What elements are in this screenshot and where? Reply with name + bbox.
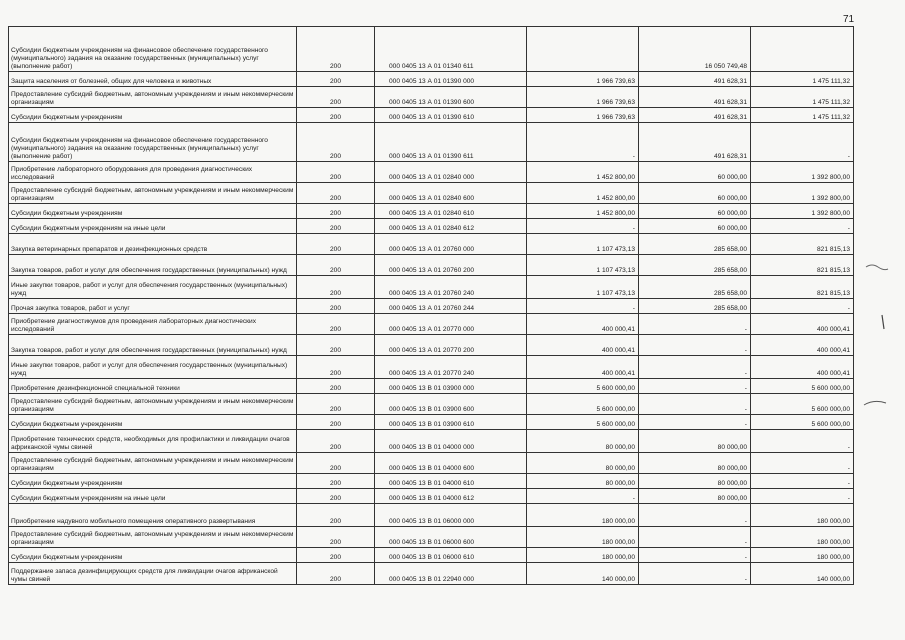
row-executed: - xyxy=(639,394,751,415)
row-remaining: - xyxy=(751,123,854,162)
row-admin-code: 200 xyxy=(297,219,375,234)
row-classification-code: 000 0405 13 В 01 03900 000 xyxy=(375,379,527,394)
row-remaining: 5 600 000,00 xyxy=(751,379,854,394)
row-executed: 491 628,31 xyxy=(639,72,751,87)
row-name: Субсидии бюджетным учреждениям xyxy=(9,108,297,123)
row-name: Иные закупки товаров, работ и услуг для обеспечения государственных (муниципальных) нужд xyxy=(9,276,297,299)
row-admin-code: 200 xyxy=(297,27,375,72)
row-remaining: 5 600 000,00 xyxy=(751,394,854,415)
table-row xyxy=(9,123,854,162)
row-admin-code: 200 xyxy=(297,108,375,123)
table-row xyxy=(9,219,854,234)
row-admin-code: 200 xyxy=(297,183,375,204)
row-remaining: 1 475 111,32 xyxy=(751,87,854,108)
row-remaining: - xyxy=(751,489,854,504)
row-name: Приобретение технических средств, необходимых для профилактики и ликвидации очагов африканской чумы свиней xyxy=(9,430,297,453)
row-name: Закупка товаров, работ и услуг для обеспечения государственных (муниципальных) нужд xyxy=(9,255,297,276)
row-remaining: 400 000,41 xyxy=(751,314,854,335)
row-admin-code: 200 xyxy=(297,474,375,489)
row-executed: - xyxy=(639,527,751,548)
row-approved: 80 000,00 xyxy=(527,474,639,489)
row-remaining: 1 475 111,32 xyxy=(751,108,854,123)
row-admin-code: 200 xyxy=(297,430,375,453)
table-row xyxy=(9,314,854,335)
row-executed: 491 628,31 xyxy=(639,123,751,162)
table-row xyxy=(9,276,854,299)
row-classification-code: 000 0405 13 В 01 04000 610 xyxy=(375,474,527,489)
row-name: Поддержание запаса дезинфицирующих средств для ликвидации очагов африканской чумы свиней xyxy=(9,563,297,585)
table-row xyxy=(9,255,854,276)
row-remaining: 140 000,00 xyxy=(751,563,854,585)
row-executed: 60 000,00 xyxy=(639,204,751,219)
row-name: Закупка товаров, работ и услуг для обеспечения государственных (муниципальных) нужд xyxy=(9,335,297,356)
row-executed: 285 658,00 xyxy=(639,276,751,299)
row-admin-code: 200 xyxy=(297,234,375,255)
row-classification-code: 000 0405 13 А 01 02840 610 xyxy=(375,204,527,219)
table-row xyxy=(9,474,854,489)
row-admin-code: 200 xyxy=(297,356,375,379)
row-name: Субсидии бюджетным учреждениям на иные цели xyxy=(9,219,297,234)
row-admin-code: 200 xyxy=(297,204,375,219)
row-executed: - xyxy=(639,314,751,335)
row-admin-code: 200 xyxy=(297,504,375,527)
row-approved: 1 107 473,13 xyxy=(527,234,639,255)
row-approved: 80 000,00 xyxy=(527,453,639,474)
row-name: Приобретение дезинфекционной специальной техники xyxy=(9,379,297,394)
row-approved: 1 452 800,00 xyxy=(527,204,639,219)
row-remaining: 821 815,13 xyxy=(751,255,854,276)
row-approved: 180 000,00 xyxy=(527,548,639,563)
table-row xyxy=(9,183,854,204)
row-classification-code: 000 0405 13 А 01 20760 200 xyxy=(375,255,527,276)
row-approved: - xyxy=(527,123,639,162)
row-name: Предоставление субсидий бюджетным, автономным учреждениям и иным некоммерческим организациям xyxy=(9,394,297,415)
row-admin-code: 200 xyxy=(297,563,375,585)
row-classification-code: 000 0405 13 А 01 01390 610 xyxy=(375,108,527,123)
row-admin-code: 200 xyxy=(297,123,375,162)
row-approved: 80 000,00 xyxy=(527,430,639,453)
row-executed: 491 628,31 xyxy=(639,108,751,123)
row-executed: 60 000,00 xyxy=(639,162,751,183)
margin-scan-marks xyxy=(862,255,902,415)
row-admin-code: 200 xyxy=(297,255,375,276)
row-executed: 80 000,00 xyxy=(639,489,751,504)
row-remaining: - xyxy=(751,474,854,489)
row-name: Предоставление субсидий бюджетным, автономным учреждениям и иным некоммерческим организациям xyxy=(9,87,297,108)
row-admin-code: 200 xyxy=(297,394,375,415)
row-approved: 140 000,00 xyxy=(527,563,639,585)
row-remaining: - xyxy=(751,453,854,474)
row-admin-code: 200 xyxy=(297,162,375,183)
row-remaining: 400 000,41 xyxy=(751,335,854,356)
row-name: Предоставление субсидий бюджетным, автономным учреждениям и иным некоммерческим организациям xyxy=(9,453,297,474)
row-executed: - xyxy=(639,415,751,430)
row-name: Защита населения от болезней, общих для человека и животных xyxy=(9,72,297,87)
row-approved: - xyxy=(527,219,639,234)
row-executed: 491 628,31 xyxy=(639,87,751,108)
row-name: Приобретение надувного мобильного помещения оперативного развертывания xyxy=(9,504,297,527)
table-row xyxy=(9,489,854,504)
row-classification-code: 000 0405 13 А 01 01390 611 xyxy=(375,123,527,162)
row-remaining: 180 000,00 xyxy=(751,527,854,548)
table-row xyxy=(9,234,854,255)
row-name: Субсидии бюджетным учреждениям на финансовое обеспечение государственного (муниципального) задания на оказание государственных (муниципальных) услуг (выполнение работ) xyxy=(9,27,297,72)
row-approved: 5 600 000,00 xyxy=(527,379,639,394)
table-row xyxy=(9,27,854,72)
row-admin-code: 200 xyxy=(297,415,375,430)
row-classification-code: 000 0405 13 В 01 22940 000 xyxy=(375,563,527,585)
page-number: 71 xyxy=(843,14,855,25)
row-remaining: 5 600 000,00 xyxy=(751,415,854,430)
row-classification-code: 000 0405 13 В 01 03900 610 xyxy=(375,415,527,430)
row-executed: 285 658,00 xyxy=(639,234,751,255)
table-row xyxy=(9,335,854,356)
table-row xyxy=(9,108,854,123)
row-remaining: 400 000,41 xyxy=(751,356,854,379)
table-row xyxy=(9,453,854,474)
table-row xyxy=(9,504,854,527)
row-name: Субсидии бюджетным учреждениям xyxy=(9,415,297,430)
table-row xyxy=(9,548,854,563)
row-classification-code: 000 0405 13 А 01 01390 000 xyxy=(375,72,527,87)
budget-table xyxy=(8,26,854,585)
row-classification-code: 000 0405 13 А 01 20760 000 xyxy=(375,234,527,255)
row-executed: 60 000,00 xyxy=(639,219,751,234)
table-row xyxy=(9,72,854,87)
row-name: Субсидии бюджетным учреждениям xyxy=(9,204,297,219)
row-approved xyxy=(527,27,639,72)
row-executed: 285 658,00 xyxy=(639,299,751,314)
row-approved: 400 000,41 xyxy=(527,356,639,379)
row-executed: - xyxy=(639,356,751,379)
row-admin-code: 200 xyxy=(297,527,375,548)
row-remaining: 821 815,13 xyxy=(751,276,854,299)
table-row xyxy=(9,563,854,585)
row-name: Субсидии бюджетным учреждениям на иные цели xyxy=(9,489,297,504)
table-row xyxy=(9,527,854,548)
row-name: Субсидии бюджетным учреждениям xyxy=(9,548,297,563)
row-classification-code: 000 0405 13 А 01 02840 612 xyxy=(375,219,527,234)
row-approved: 400 000,41 xyxy=(527,335,639,356)
row-remaining: - xyxy=(751,219,854,234)
row-approved: 5 600 000,00 xyxy=(527,394,639,415)
row-remaining: 1 475 111,32 xyxy=(751,72,854,87)
table-row xyxy=(9,394,854,415)
table-row xyxy=(9,204,854,219)
table-row xyxy=(9,430,854,453)
row-classification-code: 000 0405 13 В 01 06000 000 xyxy=(375,504,527,527)
row-approved: 1 966 739,63 xyxy=(527,72,639,87)
row-classification-code: 000 0405 13 В 01 06000 610 xyxy=(375,548,527,563)
row-executed: 80 000,00 xyxy=(639,453,751,474)
row-approved: 1 966 739,63 xyxy=(527,108,639,123)
table-row xyxy=(9,299,854,314)
row-classification-code: 000 0405 13 А 01 20760 244 xyxy=(375,299,527,314)
row-classification-code: 000 0405 13 В 01 04000 600 xyxy=(375,453,527,474)
row-classification-code: 000 0405 13 А 01 01390 600 xyxy=(375,87,527,108)
row-admin-code: 200 xyxy=(297,314,375,335)
row-remaining: 1 392 800,00 xyxy=(751,204,854,219)
row-admin-code: 200 xyxy=(297,548,375,563)
row-remaining xyxy=(751,27,854,72)
row-admin-code: 200 xyxy=(297,87,375,108)
row-classification-code: 000 0405 13 В 01 06000 600 xyxy=(375,527,527,548)
row-admin-code: 200 xyxy=(297,276,375,299)
row-classification-code: 000 0405 13 А 01 02840 000 xyxy=(375,162,527,183)
row-admin-code: 200 xyxy=(297,453,375,474)
row-admin-code: 200 xyxy=(297,299,375,314)
row-name: Закупка ветеринарных препаратов и дезинфекционных средств xyxy=(9,234,297,255)
row-remaining: - xyxy=(751,299,854,314)
row-classification-code: 000 0405 13 В 01 04000 612 xyxy=(375,489,527,504)
row-admin-code: 200 xyxy=(297,335,375,356)
table-row xyxy=(9,162,854,183)
row-approved: - xyxy=(527,489,639,504)
row-executed: - xyxy=(639,335,751,356)
row-approved: 5 600 000,00 xyxy=(527,415,639,430)
row-remaining: 180 000,00 xyxy=(751,504,854,527)
row-classification-code: 000 0405 13 В 01 04000 000 xyxy=(375,430,527,453)
row-name: Приобретение лабораторного оборудования для проведения диагностических исследований xyxy=(9,162,297,183)
table-row xyxy=(9,379,854,394)
row-approved: - xyxy=(527,299,639,314)
row-remaining: 180 000,00 xyxy=(751,548,854,563)
row-approved: 1 452 800,00 xyxy=(527,162,639,183)
row-name: Предоставление субсидий бюджетным, автономным учреждениям и иным некоммерческим организациям xyxy=(9,183,297,204)
row-executed: 80 000,00 xyxy=(639,430,751,453)
row-executed: - xyxy=(639,379,751,394)
row-approved: 180 000,00 xyxy=(527,504,639,527)
row-executed: - xyxy=(639,563,751,585)
row-name: Субсидии бюджетным учреждениям xyxy=(9,474,297,489)
row-executed: 80 000,00 xyxy=(639,474,751,489)
row-remaining: 821 815,13 xyxy=(751,234,854,255)
row-admin-code: 200 xyxy=(297,379,375,394)
table-row xyxy=(9,415,854,430)
row-admin-code: 200 xyxy=(297,72,375,87)
row-name: Субсидии бюджетным учреждениям на финансовое обеспечение государственного (муниципального) задания на оказание государственных (муниципальных) услуг (выполнение работ) xyxy=(9,123,297,162)
row-name: Предоставление субсидий бюджетным, автономным учреждениям и иным некоммерческим организациям xyxy=(9,527,297,548)
row-remaining: - xyxy=(751,430,854,453)
row-name: Приобретение диагностикумов для проведения лабораторных диагностических исследований xyxy=(9,314,297,335)
row-name: Прочая закупка товаров, работ и услуг xyxy=(9,299,297,314)
row-classification-code: 000 0405 13 А 01 02840 600 xyxy=(375,183,527,204)
row-executed: - xyxy=(639,548,751,563)
row-remaining: 1 392 800,00 xyxy=(751,162,854,183)
row-approved: 1 107 473,13 xyxy=(527,276,639,299)
row-classification-code: 000 0405 13 А 01 20770 240 xyxy=(375,356,527,379)
table-row xyxy=(9,356,854,379)
row-approved: 1 966 739,63 xyxy=(527,87,639,108)
row-classification-code: 000 0405 13 А 01 20770 200 xyxy=(375,335,527,356)
row-remaining: 1 392 800,00 xyxy=(751,183,854,204)
row-executed: 285 658,00 xyxy=(639,255,751,276)
row-approved: 1 452 800,00 xyxy=(527,183,639,204)
row-approved: 1 107 473,13 xyxy=(527,255,639,276)
row-executed: 60 000,00 xyxy=(639,183,751,204)
table-row xyxy=(9,87,854,108)
row-name: Иные закупки товаров, работ и услуг для обеспечения государственных (муниципальных) нужд xyxy=(9,356,297,379)
row-classification-code: 000 0405 13 А 01 20770 000 xyxy=(375,314,527,335)
row-executed: - xyxy=(639,504,751,527)
row-approved: 180 000,00 xyxy=(527,527,639,548)
row-classification-code: 000 0405 13 А 01 01340 611 xyxy=(375,27,527,72)
row-approved: 400 000,41 xyxy=(527,314,639,335)
row-classification-code: 000 0405 13 А 01 20760 240 xyxy=(375,276,527,299)
row-executed: 16 050 749,48 xyxy=(639,27,751,72)
row-admin-code: 200 xyxy=(297,489,375,504)
row-classification-code: 000 0405 13 В 01 03900 600 xyxy=(375,394,527,415)
